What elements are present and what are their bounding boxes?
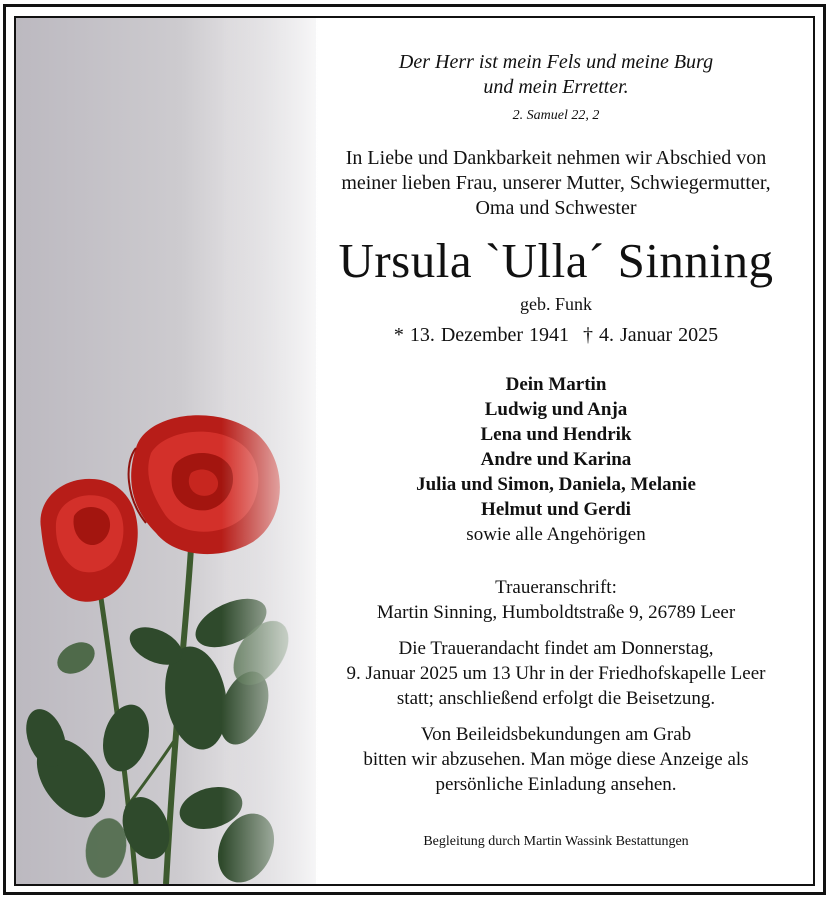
service-line: 9. Januar 2025 um 13 Uhr in der Friedhofskapelle Leer [346, 663, 766, 684]
verse-line: und mein Erretter. [483, 76, 629, 98]
intro-text [286, 146, 815, 221]
intro-line: In Liebe und Dankbarkeit nehmen wir Abschied von [345, 147, 767, 169]
mourner-closing: sowie alle Angehörigen [466, 524, 646, 545]
mourner-line: Helmut und Gerdi [481, 499, 631, 520]
obituary-notice [14, 16, 815, 886]
service-info [286, 636, 815, 711]
intro-line: Oma und Schwester [475, 197, 637, 219]
life-dates [286, 324, 815, 347]
condolence-line: bitten wir abzusehen. Man möge diese Anzeige als [363, 749, 749, 770]
condolence-line: persönliche Einladung ansehen. [435, 774, 677, 795]
deceased-name: Ursula `Ulla´ Sinning [338, 233, 774, 288]
service-line: Die Trauerandacht findet am Donnerstag, [398, 638, 714, 659]
bible-verse [286, 50, 815, 100]
address-value: Martin Sinning, Humboldtstraße 9, 26789 Leer [376, 602, 736, 623]
mourner-line: Dein Martin [505, 374, 607, 395]
mourners-list [286, 372, 815, 547]
verse-reference: 2. Samuel 22, 2 [512, 108, 600, 123]
mourner-line: Ludwig und Anja [484, 399, 628, 420]
service-line: statt; anschließend erfolgt die Beisetzung. [396, 688, 716, 709]
condolence-line: Von Beileidsbekundungen am Grab [420, 724, 692, 745]
death-date: † 4. Januar 2025 [582, 324, 719, 346]
mourner-line: Andre und Karina [480, 449, 632, 470]
maiden-name: geb. Funk [520, 294, 592, 314]
mourner-line: Lena und Hendrik [480, 424, 632, 445]
mourner-line: Julia und Simon, Daniela, Melanie [416, 474, 696, 495]
rose-small [40, 479, 137, 602]
intro-line: meiner lieben Frau, unserer Mutter, Schwiegermutter, [341, 172, 771, 194]
mourning-address [286, 575, 815, 625]
condolence-note [286, 722, 815, 797]
address-label: Traueranschrift: [495, 577, 617, 598]
verse-line: Der Herr ist mein Fels und meine Burg [398, 51, 714, 73]
notice-text [286, 18, 815, 884]
birth-date: * 13. Dezember 1941 [393, 324, 569, 346]
undertaker-credit: Begleitung durch Martin Wassink Bestattungen [423, 834, 689, 849]
